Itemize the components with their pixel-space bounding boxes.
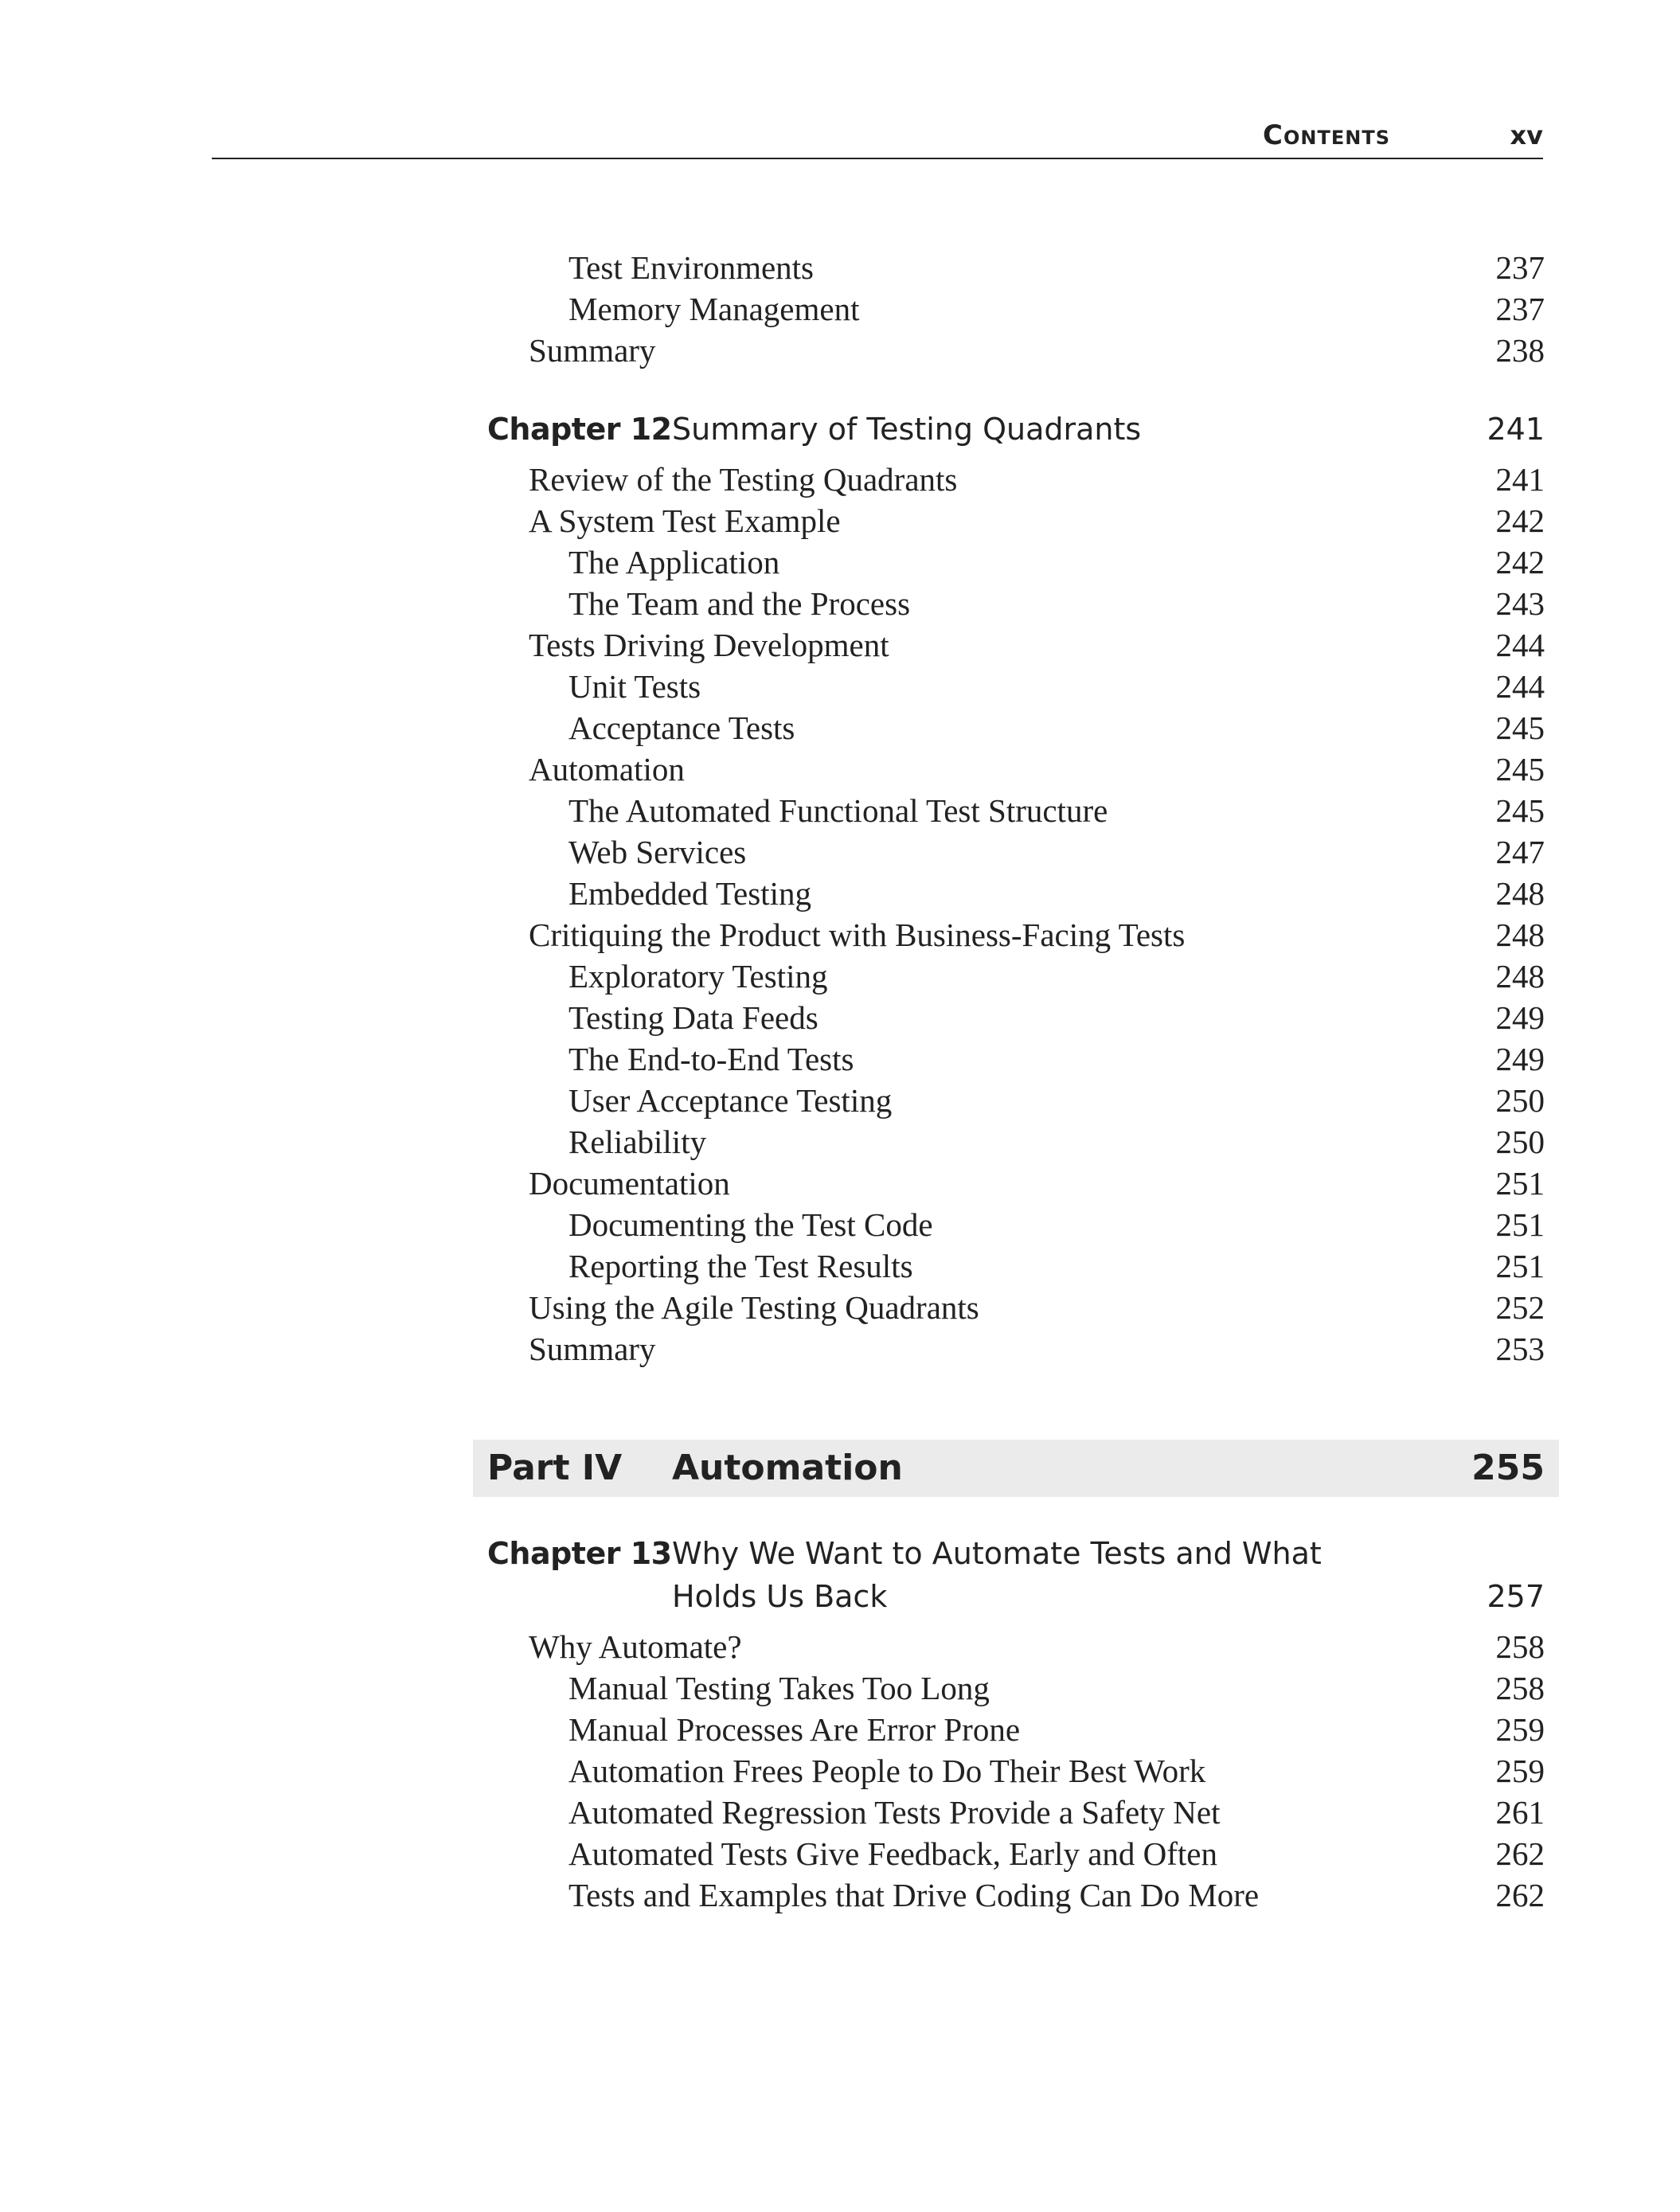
toc-entry [487, 956, 1545, 997]
chapter-12-heading [487, 408, 1545, 451]
toc-entry-title: Automation Frees People to Do Their Best Work [568, 1753, 1206, 1789]
toc-entry-page: 248 [1495, 916, 1545, 953]
toc-entry-page: 249 [1495, 999, 1545, 1036]
toc-entry [487, 1245, 1545, 1287]
toc-entry-title: Review of the Testing Quadrants [529, 461, 958, 498]
toc-entry [487, 1121, 1545, 1163]
toc-entry-title: Summary [529, 1331, 656, 1367]
toc-entry [487, 748, 1545, 790]
toc-entry [487, 1080, 1545, 1121]
toc-entry-title: The Team and the Process [568, 585, 911, 622]
toc-entry [487, 500, 1545, 541]
toc-entry-page: 262 [1495, 1877, 1545, 1913]
toc-entry-title: Testing Data Feeds [568, 999, 819, 1036]
toc-entry-page: 258 [1495, 1670, 1545, 1706]
toc-entry-title: Critiquing the Product with Business-Facing Tests [529, 916, 1186, 953]
running-head-section: Contents [1263, 119, 1390, 151]
toc-entry-page: 249 [1495, 1041, 1545, 1077]
toc-entry-page: 237 [1495, 291, 1545, 327]
toc-entry-title: The Automated Functional Test Structure [568, 792, 1108, 829]
continued-section [487, 247, 1545, 371]
toc-entry-page: 259 [1495, 1753, 1545, 1789]
chapter-number: Chapter 13 [487, 1536, 672, 1571]
toc-entry-title: Using the Agile Testing Quadrants [529, 1289, 979, 1326]
chapter-13-entries [487, 1626, 1545, 1916]
toc-entry-page: 245 [1495, 709, 1545, 746]
toc-entry [487, 707, 1545, 748]
toc-entry [487, 873, 1545, 914]
part-title: Automation [672, 1448, 903, 1488]
toc-entry-title: Documenting the Test Code [568, 1206, 933, 1243]
toc-entry [487, 1667, 1545, 1709]
toc-entry-title: Why Automate? [529, 1628, 742, 1665]
part-4-banner [473, 1440, 1559, 1497]
toc-entry [487, 1833, 1545, 1874]
toc-entry-title: Tests and Examples that Drive Coding Can Do More [568, 1877, 1260, 1913]
toc-entry-title: Summary [529, 332, 656, 369]
toc-entry-page: 241 [1495, 461, 1545, 498]
toc-entry-title: The End-to-End Tests [568, 1041, 854, 1077]
toc-entry-page: 261 [1495, 1794, 1545, 1831]
toc-entry-title: Reliability [568, 1124, 707, 1160]
toc-entry-page: 248 [1495, 875, 1545, 912]
toc-entry-title: The Application [568, 544, 780, 580]
toc-entry-page: 242 [1495, 502, 1545, 539]
toc-entry-title: User Acceptance Testing [568, 1082, 893, 1119]
toc-entry-page: 251 [1495, 1165, 1545, 1202]
toc-entry-title: Web Services [568, 834, 747, 870]
toc-entry [487, 624, 1545, 666]
toc-entry [487, 583, 1545, 624]
toc-entry-title: Reporting the Test Results [568, 1248, 913, 1284]
toc-entry-page: 244 [1495, 627, 1545, 663]
page-number: xv [1510, 120, 1543, 150]
toc-entry [487, 914, 1545, 956]
toc-entry [487, 1204, 1545, 1245]
toc-entry [487, 330, 1545, 371]
toc-entry-page: 251 [1495, 1206, 1545, 1243]
toc-entry [487, 1626, 1545, 1667]
toc-entry-title: Exploratory Testing [568, 958, 828, 995]
toc-entry-title: A System Test Example [529, 502, 841, 539]
toc-entry [487, 1874, 1545, 1916]
toc-entry-page: 245 [1495, 792, 1545, 829]
toc-entry-page: 244 [1495, 668, 1545, 705]
toc-entry-page: 242 [1495, 544, 1545, 580]
toc-entry-title: Acceptance Tests [568, 709, 795, 746]
toc-entry [487, 1328, 1545, 1370]
toc-entry [487, 666, 1545, 707]
toc-entry-title: Test Environments [568, 249, 815, 286]
toc-entry-page: 238 [1495, 332, 1545, 369]
chapter-12-entries [487, 459, 1545, 1370]
toc-entry [487, 1709, 1545, 1750]
chapter-title: Summary of Testing Quadrants [672, 412, 1142, 447]
chapter-title: Why We Want to Automate Tests and What Holds Us Back [672, 1536, 1322, 1614]
toc-entry-title: Embedded Testing [568, 875, 811, 912]
toc-entry [487, 1163, 1545, 1204]
table-of-contents [487, 247, 1545, 1916]
toc-entry-page: 247 [1495, 834, 1545, 870]
toc-entry-page: 245 [1495, 751, 1545, 787]
running-head [212, 118, 1543, 159]
toc-entry [487, 1792, 1545, 1833]
part-number: Part IV [487, 1448, 623, 1488]
toc-entry-page: 237 [1495, 249, 1545, 286]
toc-entry-title: Unit Tests [568, 668, 701, 705]
chapter-number: Chapter 12 [487, 412, 672, 447]
toc-entry-title: Automated Tests Give Feedback, Early and Often [568, 1835, 1217, 1872]
toc-entry [487, 541, 1545, 583]
toc-entry-page: 259 [1495, 1711, 1545, 1748]
toc-entry-title: Memory Management [568, 291, 860, 327]
toc-entry-title: Manual Testing Takes Too Long [568, 1670, 990, 1706]
toc-entry-page: 243 [1495, 585, 1545, 622]
toc-entry [487, 459, 1545, 500]
toc-entry-title: Tests Driving Development [529, 627, 889, 663]
toc-entry [487, 790, 1545, 831]
chapter-13-heading [487, 1532, 1545, 1618]
toc-entry-page: 258 [1495, 1628, 1545, 1665]
toc-entry-page: 250 [1495, 1124, 1545, 1160]
toc-entry-page: 250 [1495, 1082, 1545, 1119]
toc-entry-title: Manual Processes Are Error Prone [568, 1711, 1021, 1748]
toc-entry-page: 262 [1495, 1835, 1545, 1872]
toc-entry-page: 252 [1495, 1289, 1545, 1326]
toc-entry-title: Automated Regression Tests Provide a Safety Net [568, 1794, 1221, 1831]
chapter-page: 241 [1487, 412, 1545, 447]
toc-entry [487, 1750, 1545, 1792]
toc-entry [487, 1038, 1545, 1080]
toc-entry [487, 1287, 1545, 1328]
toc-entry-title: Documentation [529, 1165, 730, 1202]
part-page: 255 [1471, 1448, 1545, 1488]
toc-entry-page: 253 [1495, 1331, 1545, 1367]
chapter-page: 257 [1487, 1579, 1545, 1614]
toc-entry [487, 247, 1545, 288]
toc-entry [487, 831, 1545, 873]
toc-entry [487, 288, 1545, 330]
toc-entry [487, 997, 1545, 1038]
toc-entry-page: 248 [1495, 958, 1545, 995]
toc-entry-title: Automation [529, 751, 685, 787]
toc-entry-page: 251 [1495, 1248, 1545, 1284]
